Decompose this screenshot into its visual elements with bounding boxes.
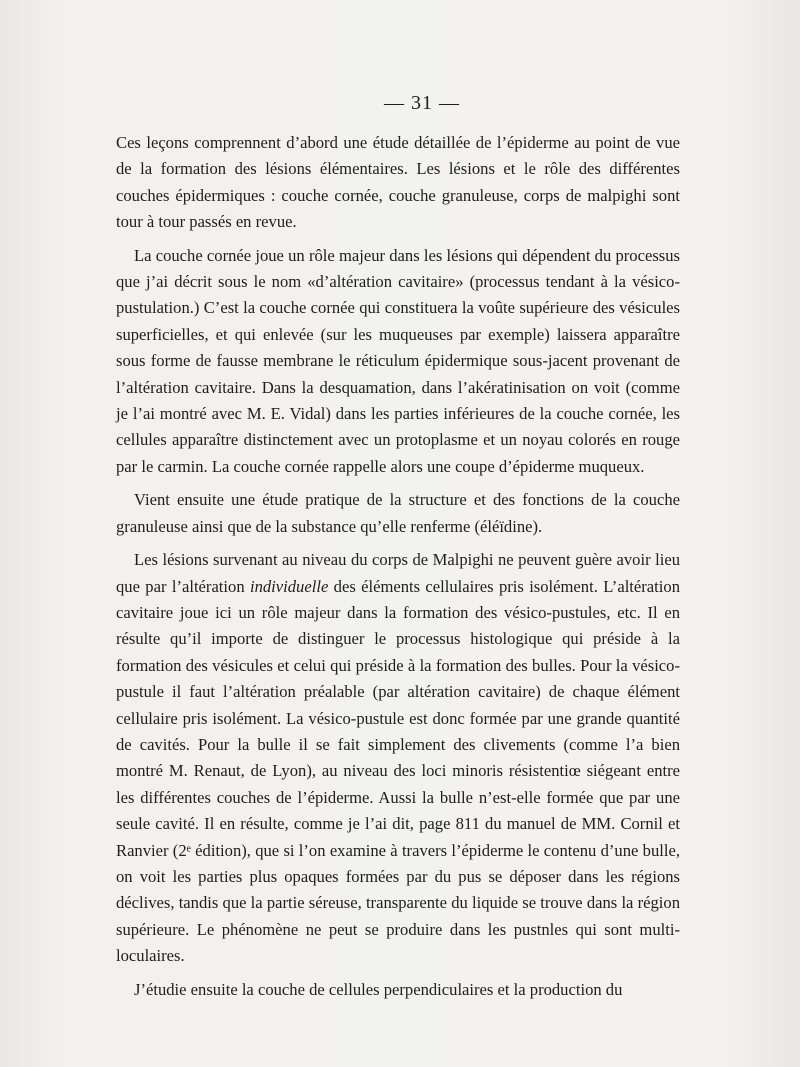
paragraph-4-part-1: Les lésions survenant au niveau du corps de Malpighi ne peuvent guère avoir lieu que par l’altération: [116, 550, 680, 596]
paragraph-4-part-2: des éléments cellulaires pris isolément. L’altération cavitaire joue ici un rôle majeur dans la formation des vésico-pustules, etc. Il en résulte qu’il importe de distinguer le processus histologique qui préside à la formation des vésicules et celui qui préside à la formation des bulles. Pour la vésico-pustule il faut l’altération préalable (par altération cavitaire) de chaque élément cellulaire pris isolément. La vésico-pustule est donc formée par une grande quantité de cavités. Pour la bulle il se fait simplement des clivements (comme l’a bien montré M. Renaut, de Lyon), au niveau des loci minoris résistentiœ siégeant entre les différentes couches de l’épiderme. Aussi la bulle n’est-elle formée que par une seule cavité. Il en résulte, comme je l’ai dit, page 811 du manuel de MM. Cornil et Ranvier (2ᵉ édition), que si l’on examine à travers l’épiderme le contenu d’une bulle, on voit les parties plus opaques formées par du pus se déposer dans les régions déclives, tandis que la partie séreuse, transparente du liquide se trouve dans la région supérieure. Le phénomène ne peut se produire dans les pustnles qui sont multi-loculaires.: [116, 576, 680, 966]
paragraph-4: [116, 547, 680, 970]
body-text: [116, 130, 680, 1003]
paragraph-1: Ces leçons comprennent d’abord une étude détaillée de l’épiderme au point de vue de la formation des lésions élémentaires. Les lésions et le rôle des différentes couches épidermiques : couche cornée, couche granuleuse, corps de malpighi sont tour à tour passés en revue.: [116, 133, 680, 232]
paragraph-3: Vient ensuite une étude pratique de la structure et des fonctions de la couche granuleuse ainsi que de la substance qu’elle renferme (éléïdine).: [116, 490, 680, 536]
italic-term: individuelle: [249, 576, 329, 596]
paragraph-2: La couche cornée joue un rôle majeur dans les lésions qui dépendent du processus que j’ai décrit sous le nom «d’altération cavitaire» (processus tendant à la vésico-pustulation.) C’est la couche cornée qui constituera la voûte supérieure des vésicules superficielles, et qui enlevée (sur les muqueuses par exemple) laissera apparaître sous forme de fausse membrane le réticulum épidermique sous-jacent provenant de l’altération cavitaire. Dans la desquamation, dans l’akératinisation on voit (comme je l’ai montré avec M. E. Vidal) dans les parties inférieures de la couche cornée, les cellules apparaître distinctement avec un protoplasme et un noyau colorés en rouge par le carmin. La couche cornée rappelle alors une coupe d’épiderme muqueux.: [116, 245, 680, 476]
page-number: — 31 —: [384, 92, 460, 114]
paragraph-5: J’étudie ensuite la couche de cellules perpendiculaires et la production du: [134, 979, 623, 999]
